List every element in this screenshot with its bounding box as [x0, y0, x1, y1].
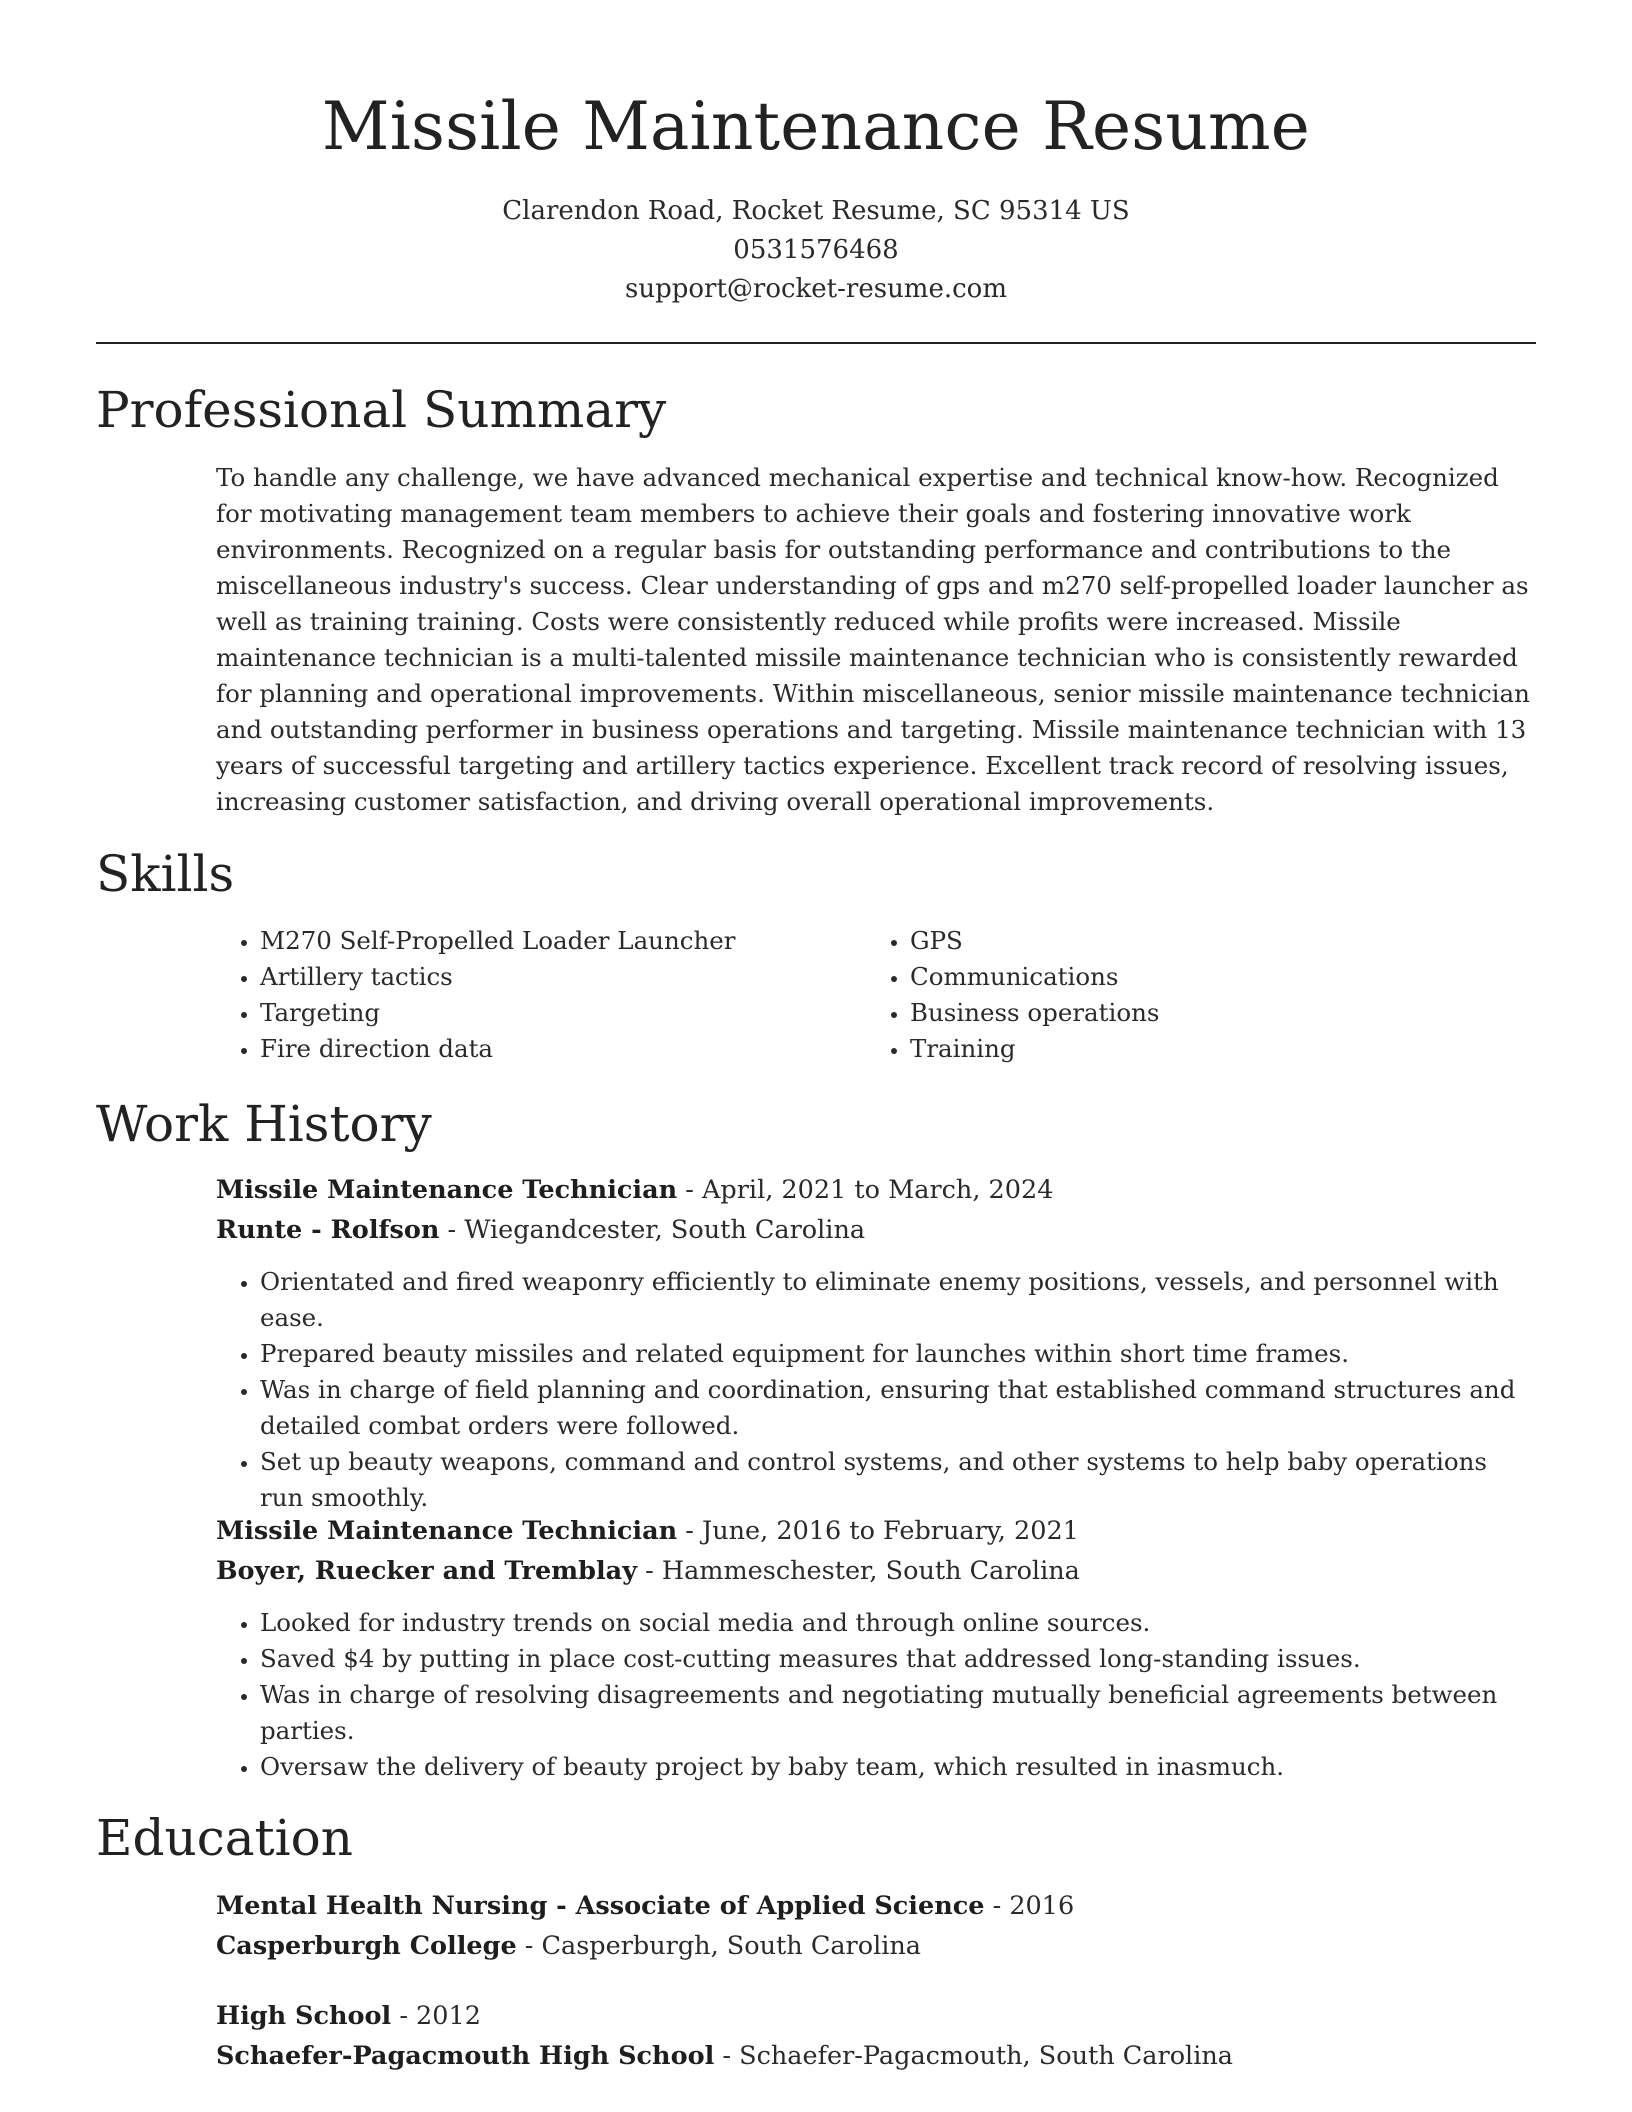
job-title: Missile Maintenance Technician [216, 1175, 678, 1205]
summary-section [216, 460, 1536, 820]
job-bullet: • Was in charge of resolving disagreements and negotiating mutually beneficial agreements between parties. [260, 1677, 1536, 1749]
job-entry [216, 1170, 1536, 1516]
skill-item: • Business operations [910, 995, 1516, 1031]
job-dates: - June, 2016 to February, 2021 [677, 1516, 1079, 1546]
job-entry [216, 1511, 1536, 1785]
education-heading: Education [96, 1809, 353, 1867]
header-divider [96, 342, 1536, 344]
skills-column-left [216, 923, 866, 1067]
degree-line [216, 1996, 1536, 2036]
job-bullet: • Oversaw the delivery of beauty project by baby team, which resulted in inasmuch. [260, 1749, 1536, 1785]
school-location: - Schaefer-Pagacmouth, South Carolina [714, 2041, 1233, 2071]
degree: Mental Health Nursing - Associate of Applied Science [216, 1891, 985, 1921]
skill-item: • M270 Self-Propelled Loader Launcher [260, 923, 866, 959]
skill-item: • Targeting [260, 995, 866, 1031]
skill-item: • Fire direction data [260, 1031, 866, 1067]
skills-heading: Skills [96, 845, 235, 903]
summary-text: To handle any challenge, we have advanced mechanical expertise and technical know-how. Recognized for motivating management team members to achieve their goals and fostering innovative work environments. Recognized on a regular basis for outstanding performance and contributions to the miscellaneous industry's success. Clear understanding of gps and m270 self-propelled loader launcher as well as training training. Costs were consistently reduced while profits were increased. Missile maintenance technician is a multi-talented missile maintenance technician who is consistently rewarded for planning and operational improvements. Within miscellaneous, senior missile maintenance technician and outstanding performer in business operations and targeting. Missile maintenance technician with 13 years of successful targeting and artillery tactics experience. Excellent track record of resolving issues, increasing customer satisfaction, and driving overall operational improvements. [216, 463, 1530, 816]
education-entry [216, 1996, 1536, 2076]
degree-year: - 2012 [391, 2001, 481, 2031]
job-dates: - April, 2021 to March, 2024 [677, 1175, 1054, 1205]
job-bullets [216, 1605, 1536, 1785]
job-title-line [216, 1511, 1536, 1551]
job-bullet: • Prepared beauty missiles and related equipment for launches within short time frames. [260, 1336, 1536, 1372]
degree-line [216, 1886, 1536, 1926]
job-bullets [216, 1264, 1536, 1516]
address: Clarendon Road, Rocket Resume, SC 95314 US [502, 196, 1130, 226]
phone: 0531576468 [733, 235, 899, 265]
job-company: Boyer, Ruecker and Tremblay [216, 1556, 638, 1586]
contact-block [0, 192, 1632, 309]
skill-item: • Artillery tactics [260, 959, 866, 995]
job-bullet: • Orientated and fired weaponry efficiently to eliminate enemy positions, vessels, and personnel with ease. [260, 1264, 1536, 1336]
job-company: Runte - Rolfson [216, 1215, 440, 1245]
job-bullet: • Saved $4 by putting in place cost-cutting measures that addressed long-standing issues. [260, 1641, 1536, 1677]
job-title: Missile Maintenance Technician [216, 1516, 678, 1546]
job-bullet: • Was in charge of field planning and coordination, ensuring that established command structures and detailed combat orders were followed. [260, 1372, 1536, 1444]
school-line [216, 1926, 1536, 1966]
work-heading: Work History [96, 1095, 432, 1153]
job-bullet: • Looked for industry trends on social media and through online sources. [260, 1605, 1536, 1641]
school: Casperburgh College [216, 1931, 517, 1961]
degree: High School [216, 2001, 392, 2031]
job-title-line [216, 1170, 1536, 1210]
skill-item: • Training [910, 1031, 1516, 1067]
school: Schaefer-Pagacmouth High School [216, 2041, 715, 2071]
job-bullet: • Set up beauty weapons, command and control systems, and other systems to help baby operations run smoothly. [260, 1444, 1536, 1516]
resume-title: Missile Maintenance Resume [321, 88, 1311, 165]
education-entry [216, 1886, 1536, 1966]
skills-column-right [866, 923, 1516, 1067]
email: support@rocket-resume.com [624, 274, 1007, 304]
job-location: - Wiegandcester, South Carolina [439, 1215, 866, 1245]
skill-item: • Communications [910, 959, 1516, 995]
school-location: - Casperburgh, South Carolina [516, 1931, 922, 1961]
degree-year: - 2016 [984, 1891, 1075, 1921]
skill-item: • GPS [910, 923, 1516, 959]
job-location: - Hammeschester, South Carolina [637, 1556, 1080, 1586]
skills-section [216, 923, 1536, 1067]
summary-heading: Professional Summary [96, 381, 667, 439]
job-company-line [216, 1551, 1536, 1591]
school-line [216, 2036, 1536, 2076]
job-company-line [216, 1210, 1536, 1250]
